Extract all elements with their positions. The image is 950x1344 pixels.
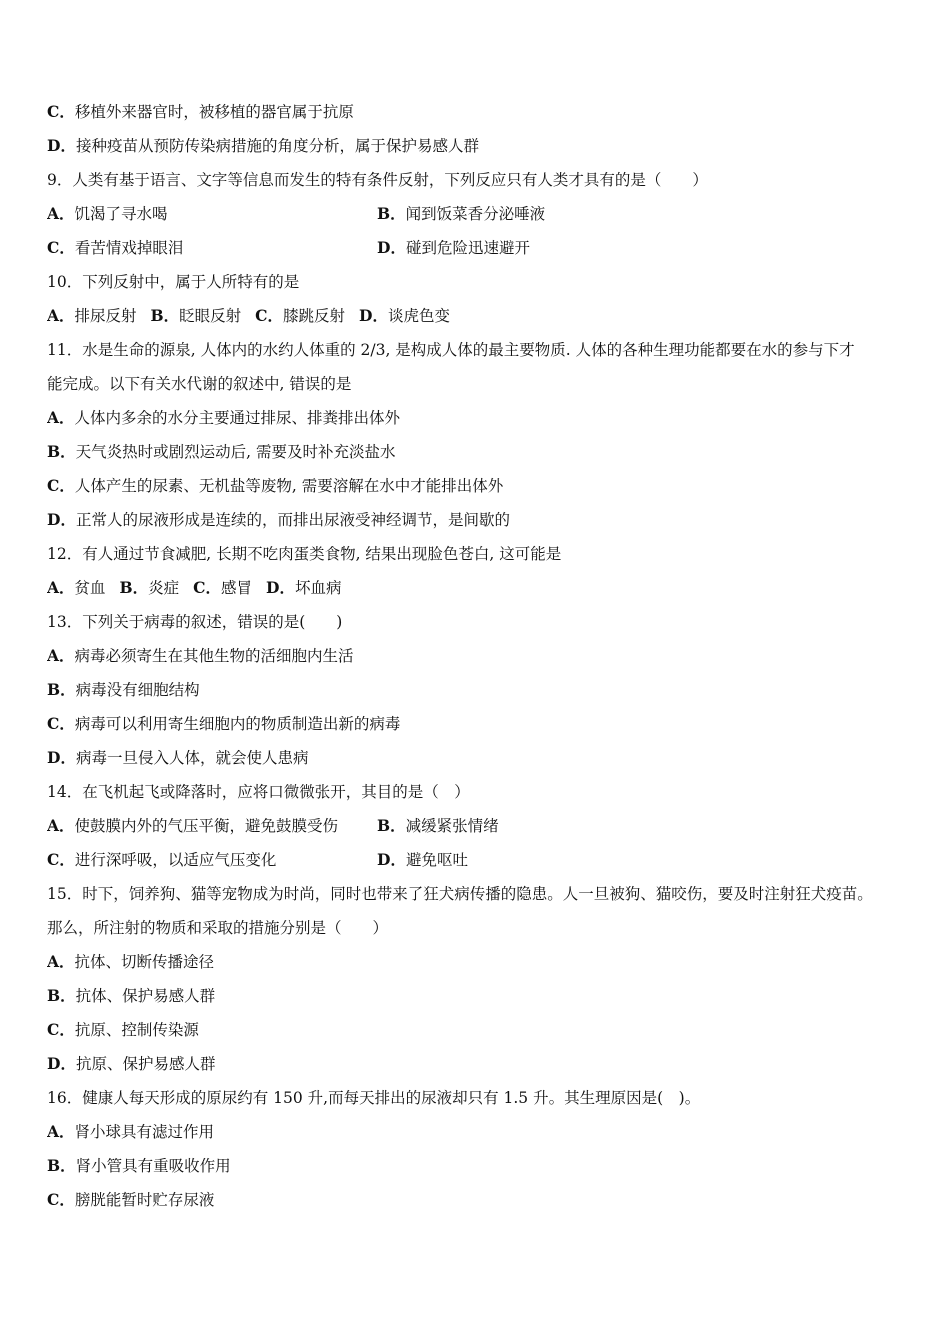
q9-stem: 9．人类有基于语言、文字等信息而发生的特有条件反射，下列反应只有人类才具有的是（ ） — [47, 171, 708, 189]
q15-stem-line-1: 15．时下，饲养狗、猫等宠物成为时尚，同时也带来了狂犬病传播的隐患。人一旦被狗、猫咬伤，要及时注射狂犬疫苗。 — [47, 885, 873, 903]
option-label: A． — [47, 204, 75, 223]
option-text: 看苦情戏掉眼泪 — [74, 239, 184, 257]
option-label: D． — [47, 1054, 76, 1073]
option-label: D． — [47, 136, 76, 155]
option-text: 病毒必须寄生在其他生物的活细胞内生活 — [74, 647, 354, 665]
option-label: C． — [47, 476, 75, 495]
q14-stem: 14．在飞机起飞或降落时，应将口微微张开，其目的是（ ） — [47, 783, 470, 801]
option-text: 碰到危险迅速避开 — [405, 239, 530, 257]
option-label: D． — [377, 238, 406, 257]
option-text: 避免呕吐 — [405, 851, 468, 869]
option-text: 抗体、保护易感人群 — [75, 987, 216, 1005]
option-text: 谈虎色变 — [387, 307, 450, 325]
option-text: 饥渴了寻水喝 — [74, 205, 168, 223]
option-label: A． — [47, 1122, 75, 1141]
option-label: C． — [47, 1020, 75, 1039]
option-label: D． — [359, 306, 388, 325]
option-label: B． — [119, 578, 149, 597]
q16-option-a — [47, 1117, 922, 1151]
option-label: A． — [47, 646, 75, 665]
option-text: 闻到饭菜香分泌唾液 — [405, 205, 546, 223]
q11-stem-line-2: 能完成。以下有关水代谢的叙述中, 错误的是 — [47, 375, 352, 393]
q13-option-d — [47, 743, 922, 777]
q9-option-d — [377, 233, 530, 263]
option-label: C． — [47, 238, 75, 257]
q9-option-c — [47, 239, 183, 257]
option-text: 病毒没有细胞结构 — [75, 681, 200, 699]
q10-option-a — [47, 307, 137, 325]
option-text: 天气炎热时或剧烈运动后, 需要及时补充淡盐水 — [75, 443, 396, 461]
q10-option-b — [151, 307, 242, 325]
option-text: 抗体、切断传播途径 — [74, 953, 215, 971]
option-text: 排尿反射 — [74, 307, 137, 325]
q11-stem-line-1: 11．水是生命的源泉, 人体内的水约人体重的 2/3, 是构成人体的最主要物质. 人体的各种生理功能都要在水的参与下才 — [47, 341, 855, 359]
option-label: D． — [377, 850, 406, 869]
option-label: B． — [47, 442, 76, 461]
q11-option-d — [47, 505, 922, 539]
option-label: C． — [47, 850, 75, 869]
q15-option-b — [47, 981, 922, 1015]
q8-option-d — [47, 131, 922, 165]
exam-page — [47, 97, 922, 1219]
option-label: D． — [47, 748, 76, 767]
q12-option-d — [266, 579, 341, 597]
option-text: 移植外来器官时，被移植的器官属于抗原 — [74, 103, 354, 121]
q15-option-c — [47, 1015, 922, 1049]
q16-option-b — [47, 1151, 922, 1185]
option-text: 人体内多余的水分主要通过排尿、排粪排出体外 — [74, 409, 401, 427]
option-text: 眨眼反射 — [179, 307, 242, 325]
option-label: C． — [255, 306, 284, 325]
option-text: 肾小管具有重吸收作用 — [75, 1157, 231, 1175]
q9-options-row-2 — [47, 233, 922, 267]
q9-option-b — [377, 199, 545, 229]
option-text: 膀胱能暂时贮存尿液 — [74, 1191, 215, 1209]
q8-option-c — [47, 97, 922, 131]
q12-options-row — [47, 573, 922, 607]
option-text: 人体产生的尿素、无机盐等废物, 需要溶解在水中才能排出体外 — [74, 477, 504, 495]
option-label: D． — [266, 578, 295, 597]
option-label: B． — [377, 204, 406, 223]
option-text: 感冒 — [221, 579, 253, 597]
option-text: 坏血病 — [294, 579, 342, 597]
q12-option-a — [47, 579, 106, 597]
q10-option-d — [359, 307, 450, 325]
q13-stem: 13．下列关于病毒的叙述，错误的是( ) — [47, 613, 343, 631]
option-label: B． — [377, 816, 406, 835]
q13-option-c — [47, 709, 922, 743]
option-label: D． — [47, 510, 76, 529]
option-label: B． — [47, 1156, 76, 1175]
q11-option-a — [47, 403, 922, 437]
q14-option-d — [377, 845, 468, 875]
option-label: A． — [47, 952, 75, 971]
option-label: C． — [47, 1190, 75, 1209]
option-text: 贫血 — [74, 579, 106, 597]
q9-option-a — [47, 205, 168, 223]
q16-option-c — [47, 1185, 922, 1219]
option-text: 抗原、控制传染源 — [74, 1021, 199, 1039]
q14-options-row-1 — [47, 811, 922, 845]
q15-stem-line-2: 那么，所注射的物质和采取的措施分别是（ ） — [47, 919, 389, 937]
option-label: C． — [47, 714, 75, 733]
q14-option-a — [47, 817, 338, 835]
option-label: B． — [150, 306, 180, 325]
q14-options-row-2 — [47, 845, 922, 879]
option-text: 膝跳反射 — [283, 307, 346, 325]
option-label: A． — [47, 578, 75, 597]
option-text: 病毒一旦侵入人体，就会使人患病 — [75, 749, 309, 767]
option-text: 接种疫苗从预防传染病措施的角度分析，属于保护易感人群 — [75, 137, 479, 155]
q13-option-b — [47, 675, 922, 709]
option-label: A． — [47, 408, 75, 427]
option-text: 进行深呼吸，以适应气压变化 — [74, 851, 277, 869]
q12-option-b — [120, 579, 180, 597]
q16-stem: 16．健康人每天形成的原尿约有 150 升,而每天排出的尿液却只有 1.5 升。其生理原因是( )。 — [47, 1089, 701, 1107]
q15-option-d — [47, 1049, 922, 1083]
option-label: C． — [47, 102, 75, 121]
q12-stem: 12．有人通过节食减肥, 长期不吃肉蛋类食物, 结果出现脸色苍白, 这可能是 — [47, 545, 562, 563]
q9-options-row-1 — [47, 199, 922, 233]
option-label: A． — [47, 306, 75, 325]
option-label: B． — [47, 680, 76, 699]
q11-option-b — [47, 437, 922, 471]
q10-options-row — [47, 301, 922, 335]
option-text: 正常人的尿液形成是连续的，而排出尿液受神经调节，是间歇的 — [75, 511, 510, 529]
option-text: 抗原、保护易感人群 — [75, 1055, 216, 1073]
q13-option-a — [47, 641, 922, 675]
option-text: 使鼓膜内外的气压平衡，避免鼓膜受伤 — [74, 817, 339, 835]
q10-stem: 10．下列反射中，属于人所特有的是 — [47, 273, 300, 291]
option-label: C． — [193, 578, 222, 597]
option-label: B． — [47, 986, 76, 1005]
option-text: 炎症 — [148, 579, 180, 597]
q15-option-a — [47, 947, 922, 981]
option-text: 减缓紧张情绪 — [405, 817, 499, 835]
q14-option-b — [377, 811, 499, 841]
q12-option-c — [193, 579, 252, 597]
option-text: 病毒可以利用寄生细胞内的物质制造出新的病毒 — [74, 715, 401, 733]
q10-option-c — [255, 307, 345, 325]
option-label: A． — [47, 816, 75, 835]
q11-option-c — [47, 471, 922, 505]
q14-option-c — [47, 851, 276, 869]
option-text: 肾小球具有滤过作用 — [74, 1123, 215, 1141]
